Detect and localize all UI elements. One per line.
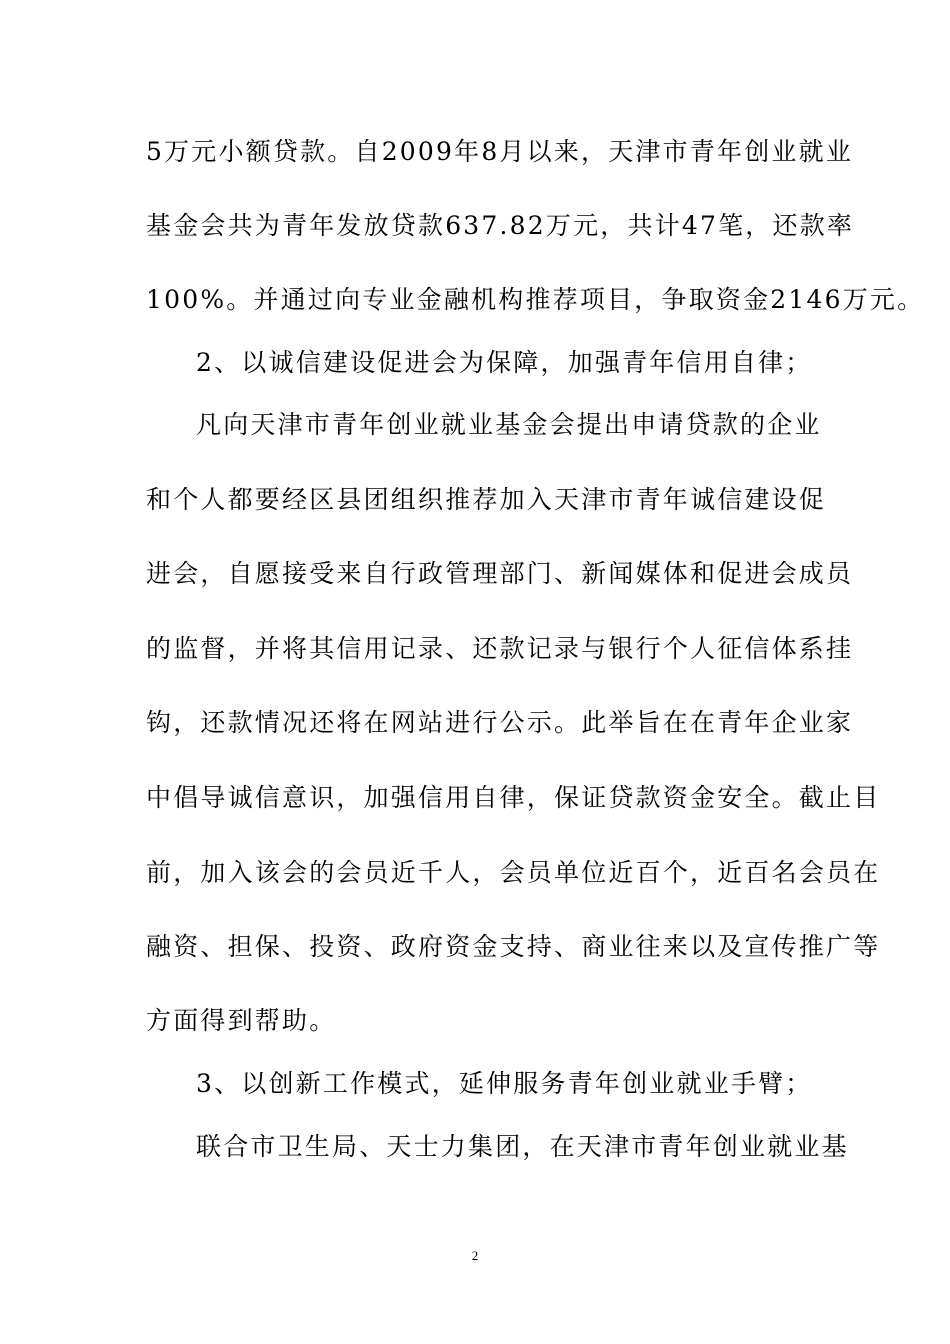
- text-line-8: 的监督，并将其信用记录、还款记录与银行个人征信体系挂: [146, 634, 854, 663]
- text-line-9: 钩，还款情况还将在网站进行公示。此举旨在在青年企业家: [146, 708, 854, 737]
- section-heading-2: 2、以诚信建设促进会为保障，加强青年信用自律；: [196, 348, 813, 377]
- text-line-12: 融资、担保、投资、政府资金支持、商业往来以及宣传推广等: [146, 932, 881, 961]
- text-line-6: 和个人都要经区县团组织推荐加入天津市青年诚信建设促: [146, 485, 827, 514]
- text-line-3: 100%。并通过向专业金融机构推荐项目，争取资金2146万元。: [146, 285, 925, 314]
- text-line-10: 中倡导诚信意识，加强信用自律，保证贷款资金安全。截止目: [146, 783, 881, 812]
- text-line-5: 凡向天津市青年创业就业基金会提出申请贷款的企业: [196, 410, 822, 439]
- section-heading-3: 3、以创新工作模式，延伸服务青年创业就业手臂；: [196, 1069, 813, 1098]
- text-line-11: 前，加入该会的会员近千人，会员单位近百个，近百名会员在: [146, 858, 881, 887]
- page-number: 2: [471, 1248, 479, 1263]
- text-line-15: 联合市卫生局、天士力集团，在天津市青年创业就业基: [196, 1132, 849, 1161]
- text-line-1: 5万元小额贷款。自2009年8月以来，天津市青年创业就业: [146, 137, 854, 166]
- text-line-13: 方面得到帮助。: [146, 1006, 337, 1035]
- text-line-2: 基金会共为青年发放贷款637.82万元，共计47笔，还款率: [146, 211, 855, 240]
- text-line-7: 进会，自愿接受来自行政管理部门、新闻媒体和促进会成员: [146, 559, 854, 588]
